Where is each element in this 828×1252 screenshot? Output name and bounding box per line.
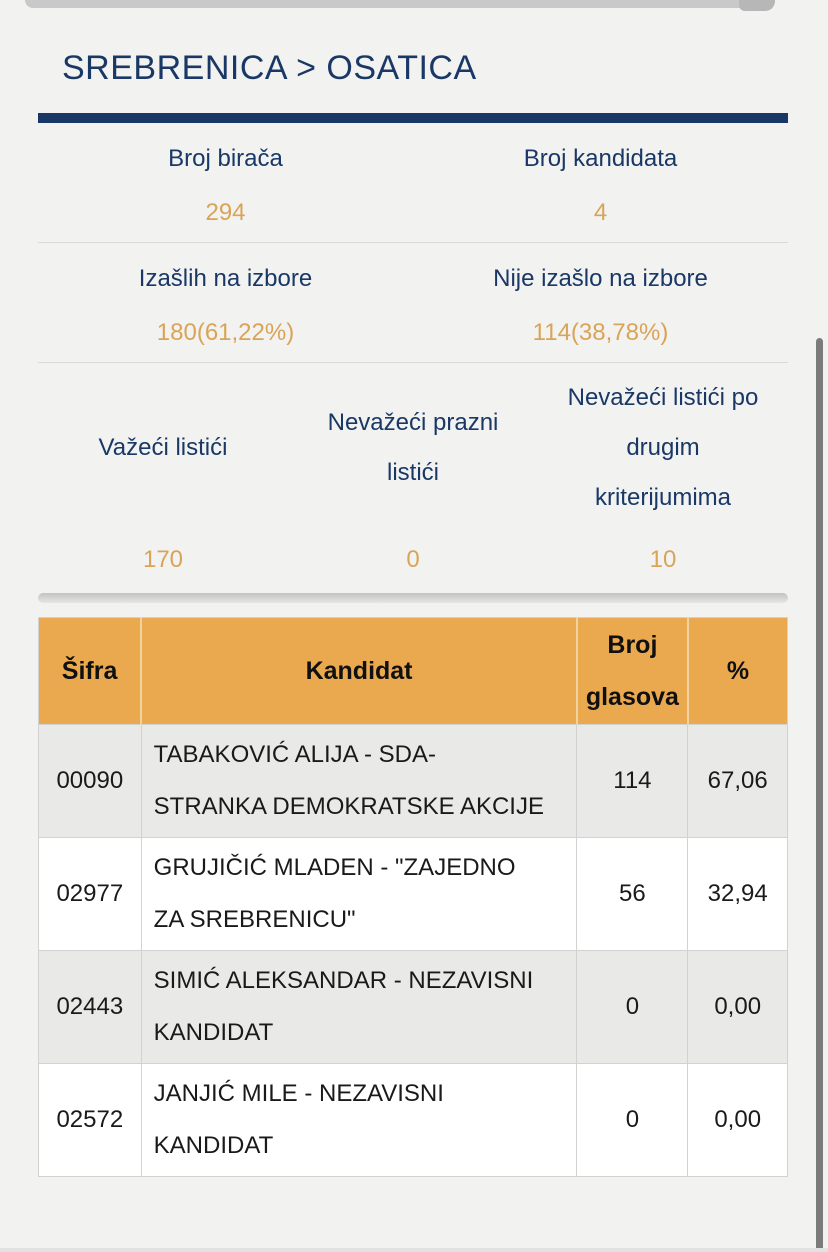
candidate-name-line: GRUJIČIĆ MLADEN - "ZAJEDNO — [153, 854, 516, 881]
table-header-row — [39, 618, 788, 725]
stat-value: 294 — [205, 199, 246, 226]
candidate-name-line: KANDIDAT — [153, 1132, 274, 1159]
stat-nije-izaslo — [413, 243, 788, 362]
stat-label-line: drugim — [626, 434, 700, 461]
stats-row-turnout — [38, 243, 788, 363]
stat-label: Izašlih na izbore — [138, 265, 313, 292]
results-table — [38, 617, 788, 1177]
candidate-name-line: ZA SREBRENICU" — [153, 906, 356, 933]
table-row — [39, 1064, 788, 1177]
stat-vazeci-listici — [38, 363, 288, 593]
candidate-name-line: SIMIĆ ALEKSANDAR - NEZAVISNI — [153, 967, 534, 994]
stat-label — [538, 363, 788, 533]
stat-label: Broj kandidata — [523, 145, 678, 172]
stat-label-line: kriterijumima — [594, 484, 731, 511]
candidate-code: 02443 — [39, 951, 142, 1064]
bottom-page-strip — [0, 1248, 828, 1252]
candidate-name — [141, 1064, 577, 1177]
stat-value: 0 — [406, 546, 420, 573]
candidate-name — [141, 951, 577, 1064]
candidate-code: 00090 — [39, 725, 142, 838]
stat-nevazeci-drugi — [538, 363, 788, 593]
candidate-name-line: JANJIĆ MILE - NEZAVISNI — [153, 1080, 444, 1107]
candidate-code: 02977 — [39, 838, 142, 951]
breadcrumb-title: SREBRENICA > OSATICA — [62, 49, 477, 87]
candidate-percent: 0,00 — [688, 951, 788, 1064]
table-row — [39, 951, 788, 1064]
col-header-sifra: Šifra — [39, 618, 142, 725]
col-header-percent: % — [688, 618, 788, 725]
candidate-votes: 56 — [577, 838, 688, 951]
candidate-votes: 0 — [577, 951, 688, 1064]
candidate-code: 02572 — [39, 1064, 142, 1177]
stat-label-line: listići — [387, 459, 439, 486]
stat-broj-kandidata — [413, 123, 788, 242]
candidate-votes: 114 — [577, 725, 688, 838]
stats-row-ballots — [38, 363, 788, 593]
stat-label-line: Nevažeći prazni — [327, 409, 499, 436]
candidate-name-line: TABAKOVIĆ ALIJA - SDA- — [153, 741, 436, 768]
stat-value: 10 — [649, 546, 677, 573]
stat-broj-biraca — [38, 123, 413, 242]
candidate-percent: 67,06 — [688, 725, 788, 838]
stat-value: 180(61,22%) — [156, 319, 295, 346]
stat-label-line: Nevažeći listići po — [567, 384, 759, 411]
stat-label: Broj birača — [168, 145, 283, 172]
results-page — [38, 0, 788, 1177]
stat-nevazeci-prazni — [288, 363, 538, 593]
scrollbar-thumb[interactable] — [816, 338, 823, 1252]
table-row — [39, 838, 788, 951]
candidate-votes: 0 — [577, 1064, 688, 1177]
stat-label — [38, 363, 288, 533]
candidate-percent: 0,00 — [688, 1064, 788, 1177]
stat-value: 170 — [142, 546, 184, 573]
title-divider — [38, 113, 788, 123]
stats-row-voters — [38, 123, 788, 243]
candidate-name — [141, 838, 577, 951]
stat-label: Nije izašlo na izbore — [493, 265, 708, 292]
candidate-name — [141, 725, 577, 838]
col-header-broj-glasova: Broj glasova — [577, 618, 688, 725]
stat-value: 4 — [593, 199, 608, 226]
stat-izaslih — [38, 243, 413, 362]
stat-value: 114(38,78%) — [532, 319, 669, 346]
stat-label — [288, 363, 538, 533]
candidate-percent: 32,94 — [688, 838, 788, 951]
col-header-kandidat: Kandidat — [141, 618, 577, 725]
section-divider — [38, 593, 788, 603]
candidate-name-line: STRANKA DEMOKRATSKE AKCIJE — [153, 793, 544, 820]
stat-label-line: Važeći listići — [98, 434, 228, 461]
table-row — [39, 725, 788, 838]
candidate-name-line: KANDIDAT — [153, 1019, 274, 1046]
